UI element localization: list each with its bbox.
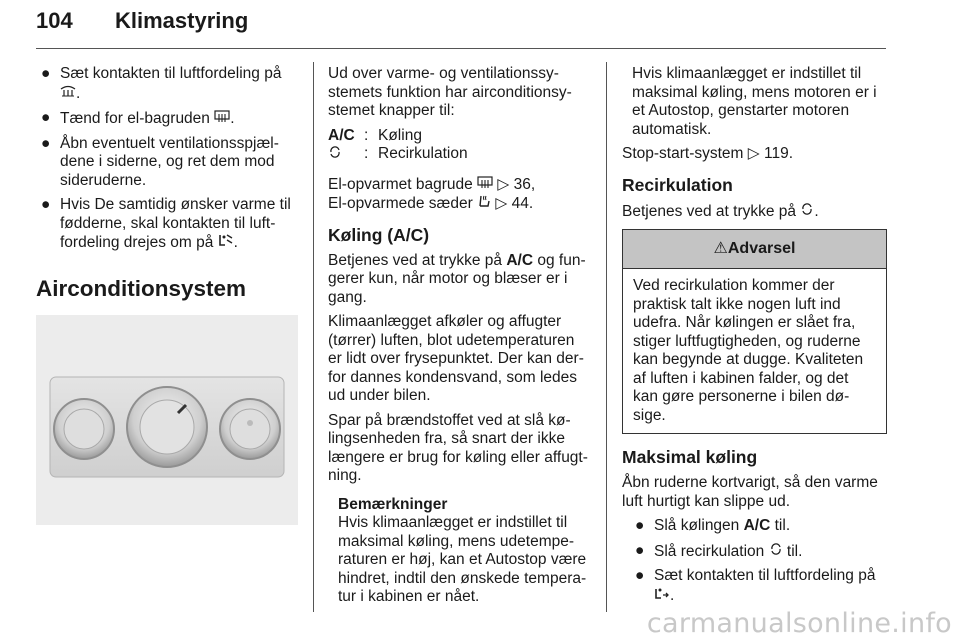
paragraph: Hvis klimaanlægget er indstillet til maksimal køling, mens motoren er i et Autostop, genstarter motoren automatisk.	[632, 65, 877, 138]
chapter-title: Klimastyring	[115, 8, 249, 33]
reference-stop-start: Stop-start-system ▷ 119.	[622, 145, 793, 162]
note-text: Hvis klimaanlægget er indstillet til maksimal køling, mens udetemperaturen er høj, kan et Autostop være hindret, indtil den ønskede temperatur i kabinen er nået.	[338, 514, 587, 605]
footwell-air-icon	[654, 586, 670, 606]
section-heading-max-cooling: Maksimal køling	[622, 447, 758, 467]
column-divider-1	[313, 62, 314, 612]
fan-air-distribution-icon	[60, 84, 76, 104]
warning-text: Ved recirkulation kommer der praktisk talt ikke nogen luft ind udefra. Når kølingen er slået fra, stiger luftfugtigheden, og ruderne kan begynde at dugge. Kvaliteten af luften i kabinen falder, og det kan gøre personerne i bilen døsige.	[633, 277, 864, 424]
page-header	[36, 6, 886, 50]
page-ref-arrow-icon: ▷	[497, 175, 510, 193]
intro-paragraph: Ud over varme- og ventilationssystemets funktion har airconditionsystemet knapper til:	[328, 65, 572, 119]
note-title: Bemærkninger	[338, 495, 448, 513]
page-ref-arrow-icon: ▷	[495, 195, 508, 212]
column-middle	[328, 65, 590, 607]
list-item: ● Hvis De samtidig ønsker varme til fødderne, skal kontakten til luftfordeling drejes om på .	[41, 196, 291, 251]
column-right	[622, 65, 887, 611]
section-heading-recirculation: Recirkulation	[622, 174, 733, 195]
recirculation-icon	[800, 203, 814, 220]
recirculation-icon	[769, 543, 783, 560]
list-item: ● Sæt kontakten til luftfordeling på .	[41, 65, 282, 102]
heated-seat-icon	[477, 194, 491, 214]
rear-window-heating-icon	[214, 109, 230, 129]
list-item: ● Åbn eventuelt ventilationsspjældene i siderne, og ret dem mod sideruderne.	[41, 134, 279, 189]
page-number: 104	[36, 8, 73, 33]
footwell-windscreen-icon	[218, 233, 234, 253]
section-heading-cooling: Køling (A/C)	[328, 224, 430, 245]
paragraph: Spar på brændstoffet ved at slå kølingsenheden fra, så snart der ikke længere er brug for køling eller affugtning.	[328, 411, 588, 484]
column-divider-2	[606, 62, 607, 612]
list-item: ● Sæt kontakten til luftfordeling på .	[635, 567, 876, 604]
warning-header: ⚠Advarsel	[623, 230, 886, 269]
rear-window-heating-icon	[477, 175, 493, 195]
paragraph: Betjenes ved at trykke på .	[622, 202, 819, 220]
warning-triangle-icon: ⚠	[713, 240, 728, 257]
paragraph: Klimaanlægget afkøler og affugter (tørrer) luften, blot udetemperaturen er lidt over frysepunktet. Der kan derfor dannes kondensvand, som ledes ud under bilen.	[328, 313, 584, 404]
reference-rear-window: El-opvarmet bagrude ▷ 36,	[328, 175, 536, 193]
recirculation-icon	[328, 146, 342, 163]
key-row-recirculation: : Recirkulation	[328, 145, 590, 165]
climate-control-panel-image	[36, 315, 298, 525]
note-block	[328, 496, 590, 607]
instruction-list	[36, 65, 298, 253]
page-ref-arrow-icon: ▷	[747, 145, 760, 162]
paragraph: Åbn ruderne kortvarigt, så den varme luft hurtigt kan slippe ud.	[622, 474, 878, 510]
max-cooling-list	[622, 517, 887, 605]
paragraph: Betjenes ved at trykke på A/C og fungerer kun, når motor og blæser er i gang.	[328, 251, 586, 306]
list-item: ● Slå recirkulation til.	[635, 541, 803, 560]
climate-control-photo	[36, 315, 298, 525]
reference-heated-seats: El-opvarmede sæder ▷ 44.	[328, 195, 534, 212]
ac-key-label: A/C	[328, 126, 355, 144]
column-left	[36, 65, 298, 525]
key-row-ac: A/C : Køling	[328, 126, 422, 144]
section-heading-aircondition: Airconditionsystem	[36, 275, 247, 301]
list-item: ● Slå kølingen A/C til.	[635, 517, 791, 534]
header-rule	[36, 48, 886, 49]
watermark: carmanualsonline.info	[646, 608, 952, 639]
list-item: ● Tænd for el-bagruden .	[41, 109, 235, 127]
warning-box	[622, 229, 887, 434]
